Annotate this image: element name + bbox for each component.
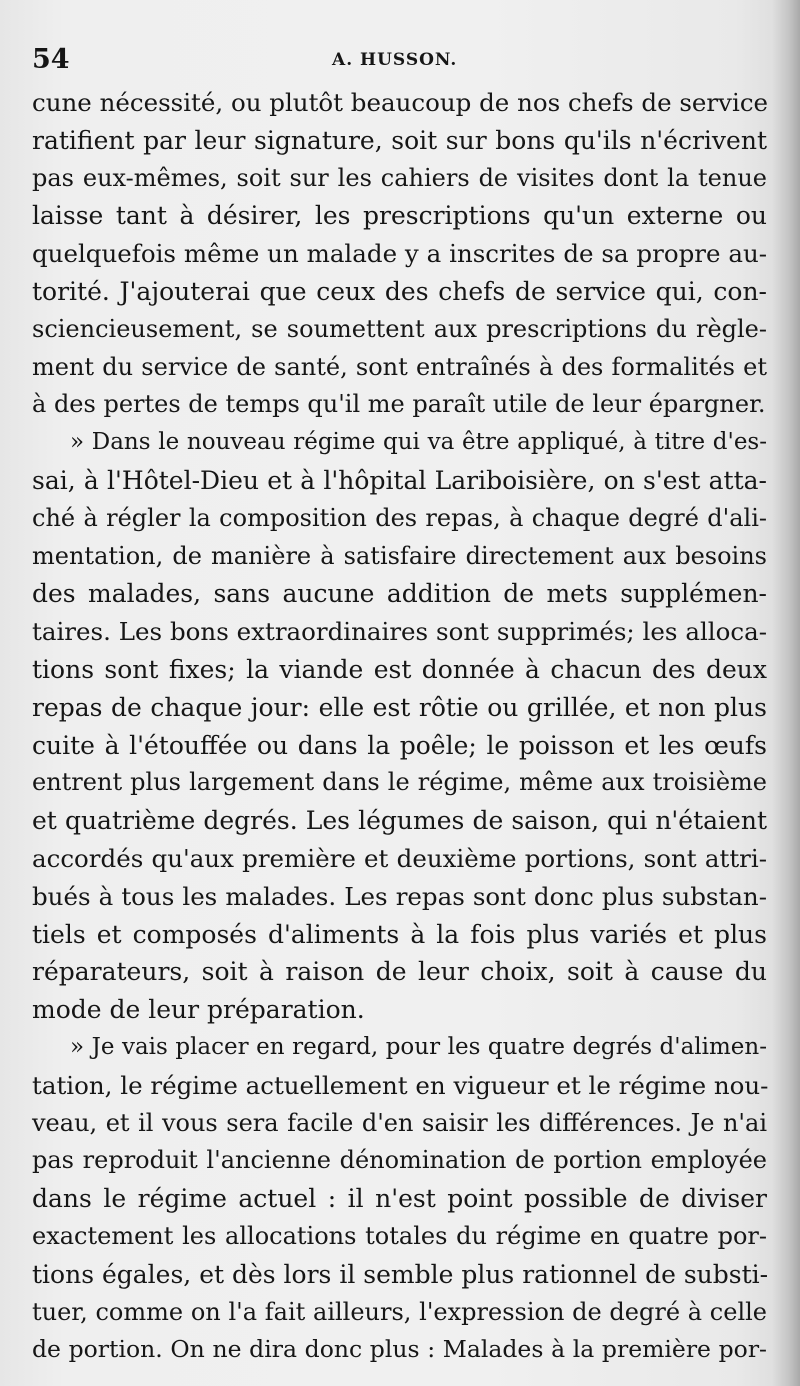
text-line: tuer, comme on l'a fait ailleurs, l'expression de degré à celle xyxy=(32,1297,767,1326)
text-line: pas reproduit l'ancienne dénomination de portion employée xyxy=(32,1146,767,1175)
text-line: ché à régler la composition des repas, à chaque degré d'ali- xyxy=(32,503,767,532)
text-line: ment du service de santé, sont entraînés à des formalités et xyxy=(32,352,767,381)
text-line: » Dans le nouveau régime qui va être appliqué, à titre d'es- xyxy=(70,429,767,456)
text-line: taires. Les bons extraordinaires sont supprimés; les alloca- xyxy=(32,617,767,647)
text-line: réparateurs, soit à raison de leur choix, soit à cause du xyxy=(32,957,767,987)
text-line: tions sont fixes; la viande est donnée à chacun des deux xyxy=(32,654,767,684)
text-line: tions égales, et dès lors il semble plus rationnel de substi- xyxy=(32,1259,769,1289)
text-line: bués à tous les malades. Les repas sont donc plus substan- xyxy=(32,881,767,911)
text-line: sciencieusement, se soumettent aux prescriptions du règle- xyxy=(32,314,767,343)
text-line: pas eux-mêmes, soit sur les cahiers de visites dont la tenue xyxy=(32,163,767,192)
text-line: exactement les allocations totales du régime en quatre por- xyxy=(32,1221,767,1250)
text-line: entrent plus largement dans le régime, même aux troisième xyxy=(32,768,767,797)
text-line: mentation, de manière à satisfaire directement aux besoins xyxy=(32,541,767,570)
text-line: tation, le régime actuellement en vigueur et le régime nou- xyxy=(32,1070,769,1100)
text-line: dans le régime actuel : il n'est point possible de diviser xyxy=(32,1184,767,1214)
text-line: ratifient par leur signature, soit sur bons qu'ils n'écrivent xyxy=(32,125,767,155)
text-line: mode de leur préparation. xyxy=(32,995,365,1025)
text-line: » Je vais placer en regard, pour les quatre degrés d'alimen- xyxy=(70,1033,767,1060)
page-number: 54 xyxy=(32,44,70,75)
text-line: tiels et composés d'aliments à la fois plus variés et plus xyxy=(32,919,767,949)
text-line: quelquefois même un malade y a inscrites de sa propre au- xyxy=(32,239,767,269)
text-line: veau, et il vous sera facile d'en saisir les différences. Je n'ai xyxy=(32,1108,767,1137)
text-line: sai, à l'Hôtel-Dieu et à l'hôpital Lariboisière, on s'est atta- xyxy=(32,465,767,495)
body-text xyxy=(32,84,767,1369)
text-line: accordés qu'aux première et deuxième portions, sont attri- xyxy=(32,843,767,873)
text-line: cune nécessité, ou plutôt beaucoup de nos chefs de service xyxy=(32,88,769,117)
text-line: des malades, sans aucune addition de mets supplémen- xyxy=(32,579,767,609)
text-line: à des pertes de temps qu'il me paraît utile de leur épargner. xyxy=(32,390,766,419)
text-line: cuite à l'étouffée ou dans la poêle; le poisson et les œufs xyxy=(32,730,767,760)
page-header xyxy=(32,40,762,80)
text-line: laisse tant à désirer, les prescriptions qu'un externe ou xyxy=(32,201,767,231)
text-line: de portion. On ne dira donc plus : Malades à la première por- xyxy=(32,1335,767,1364)
binding-shadow xyxy=(772,0,800,1386)
text-line: repas de chaque jour: elle est rôtie ou grillée, et non plus xyxy=(32,692,767,722)
text-line: torité. J'ajouterai que ceux des chefs de service qui, con- xyxy=(32,276,767,306)
text-line: et quatrième degrés. Les légumes de saison, qui n'étaient xyxy=(32,806,767,836)
running-head: A. HUSSON. xyxy=(332,50,458,70)
